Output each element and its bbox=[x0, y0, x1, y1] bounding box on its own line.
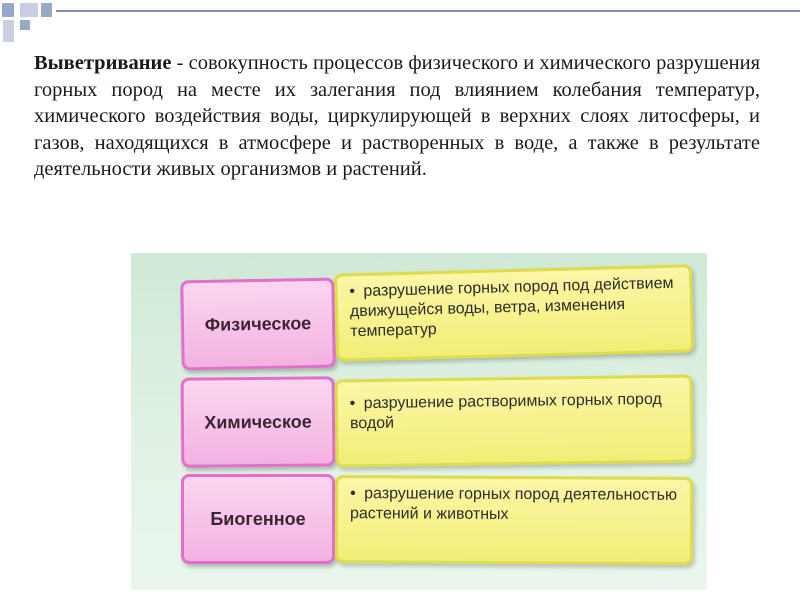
definition-paragraph bbox=[34, 50, 760, 183]
description-box bbox=[334, 264, 694, 361]
decor-square bbox=[41, 3, 52, 17]
decor-square bbox=[3, 20, 14, 42]
description-box bbox=[334, 375, 693, 468]
bullet: • bbox=[350, 485, 356, 503]
type-box: Физическое bbox=[180, 278, 336, 371]
type-box: Химическое bbox=[181, 376, 336, 467]
decor-square bbox=[20, 20, 30, 30]
description-text: разрушение растворимых горных пород водой bbox=[349, 390, 662, 433]
description-text: разрушение горных пород под действием движущейся воды, ветра, изменения температур bbox=[349, 274, 674, 341]
description-box bbox=[335, 475, 693, 565]
description-text: разрушение горных пород деятельностью растений и животных bbox=[349, 485, 678, 523]
header-rule bbox=[56, 10, 800, 12]
type-box: Биогенное bbox=[181, 474, 335, 564]
weathering-types-diagram bbox=[131, 253, 707, 590]
decor-square bbox=[20, 3, 38, 17]
bullet: • bbox=[349, 283, 356, 301]
term: Выветривание bbox=[34, 52, 172, 74]
decor-square bbox=[2, 3, 14, 17]
bullet: • bbox=[349, 395, 356, 413]
definition-text: - совокупность процессов физического и химического разрушения горных пород на месте их залегания под влиянием колебания температур, химического воздействия воды, циркулирующей в верхних слоях литосферы, и газов, находящихся в атмосфере и растворенных в воде, а также в результате деятельности живых организмов и растений. bbox=[34, 52, 760, 180]
